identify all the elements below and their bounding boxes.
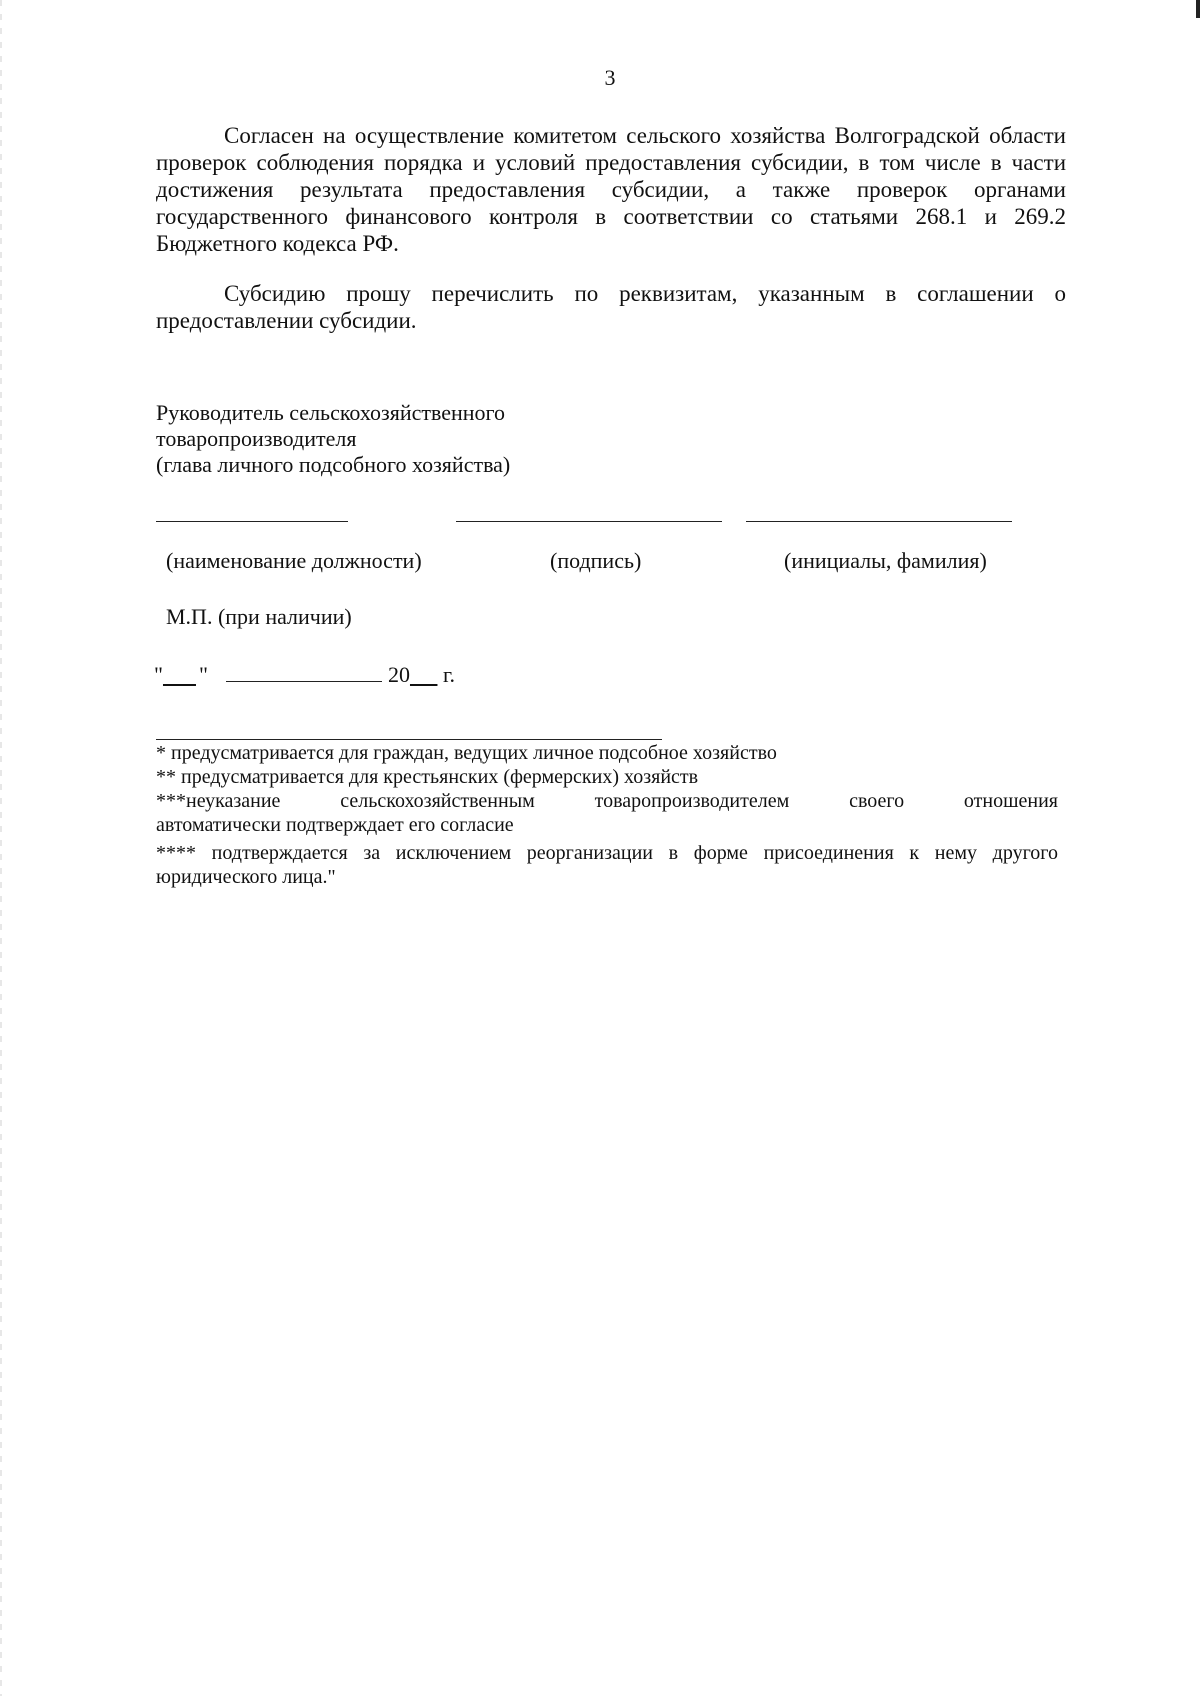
year-prefix: 20 <box>387 662 410 687</box>
signer-title-line: товаропроизводителя <box>156 426 357 451</box>
footnote-3-word: товаропроизводителем <box>594 790 790 812</box>
signer-title-line: Руководитель сельскохозяйственного <box>156 400 506 425</box>
footnote-3-first-line <box>156 789 1058 813</box>
signer-title-line: (глава личного подсобного хозяйства) <box>156 452 511 477</box>
name-caption: (инициалы, фамилия) <box>784 548 987 573</box>
footnote-3-word: сельскохозяйственным <box>340 790 535 812</box>
scan-corner-mark <box>1196 0 1200 18</box>
position-caption: (наименование должности) <box>166 548 422 573</box>
year-blank <box>410 662 438 688</box>
stamp-label: М.П. (при наличии) <box>166 604 352 629</box>
scan-edge-artifact <box>0 0 2 1696</box>
footnote-divider <box>156 739 662 740</box>
footnote-3-second-line: автоматически подтверждает его согласие <box>156 814 514 836</box>
footnote-4: **** подтверждается за исключением реорганизации в форме присоединения к нему другого юридического лица." <box>156 842 1058 888</box>
footnote-3-word: отношения <box>963 790 1058 812</box>
footnote-3-word: ***неуказание <box>156 790 281 812</box>
year-suffix: г. <box>442 662 456 687</box>
name-blank-line <box>746 521 1012 522</box>
page-number: 3 <box>604 65 616 90</box>
month-blank <box>226 659 382 682</box>
footnote-1: * предусматривается для граждан, ведущих личное подсобное хозяйство <box>156 742 777 764</box>
date-open-quote: " <box>154 662 163 687</box>
position-blank-line <box>156 521 348 522</box>
footnote-2: ** предусматривается для крестьянских (фермерских) хозяйств <box>156 766 699 788</box>
date-field <box>154 659 455 688</box>
signer-block <box>156 400 510 478</box>
consent-paragraph: Согласен на осуществление комитетом сельского хозяйства Волгоградской области проверок соблюдения порядка и условий предоставления субсидии, в том числе в части достижения результата предоставления субсидии, а также проверок органами государственного финансового контроля в соответствии со статьями 268.1 и 269.2 Бюджетного кодекса РФ. <box>156 123 1066 256</box>
footnote-3 <box>156 789 1058 837</box>
signature-caption: (подпись) <box>550 548 642 573</box>
footnote-3-word: своего <box>849 790 905 812</box>
footnotes <box>156 741 1058 889</box>
signature-blank-line <box>456 521 722 522</box>
transfer-paragraph: Субсидию прошу перечислить по реквизитам, указанным в соглашении о предоставлении субсидии. <box>156 281 1066 333</box>
day-blank <box>163 662 199 688</box>
date-close-quote: " <box>198 662 208 687</box>
